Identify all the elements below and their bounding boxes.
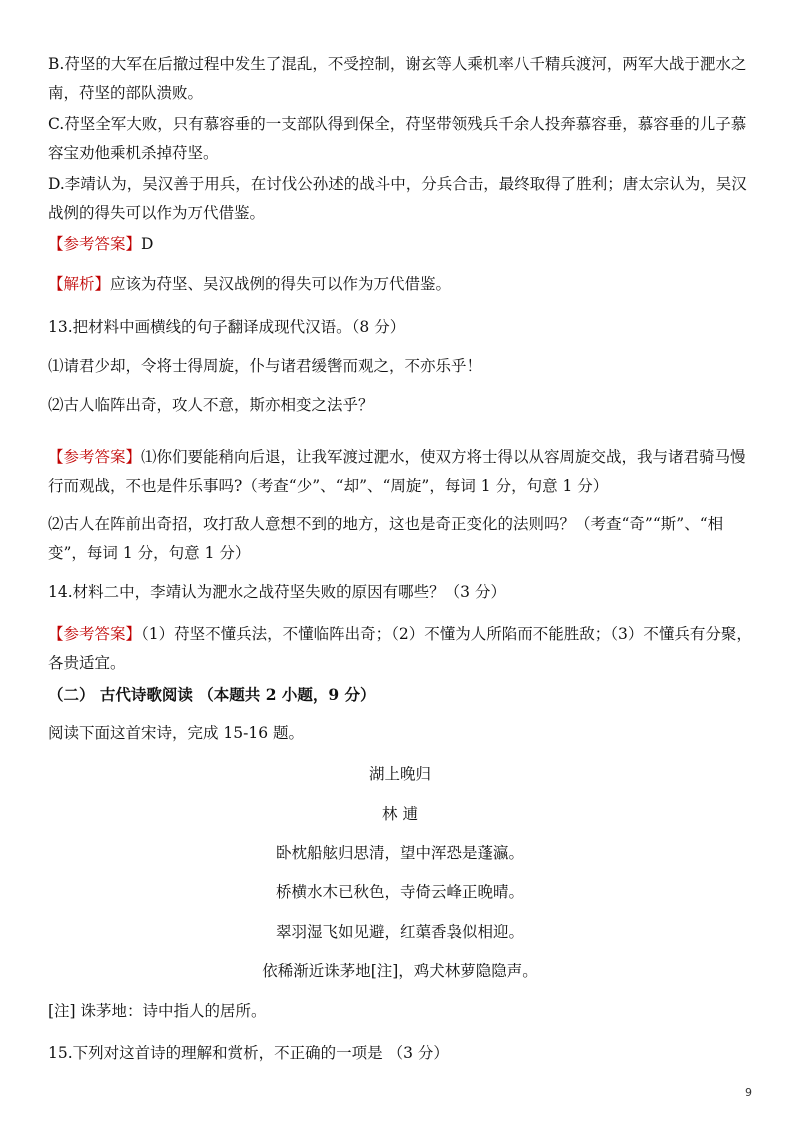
analysis-tag: 【解析】 — [48, 275, 111, 293]
q13-sentence-1: ⑴请君少却，令将士得周旋，仆与诸君缓辔而观之，不亦乐乎！ — [48, 357, 483, 375]
answer-tag: 【参考答案】 — [48, 448, 142, 466]
q15-question: 15.下列对这首诗的理解和赏析，不正确的一项是 （3 分） — [48, 1044, 449, 1062]
q13-sentence-2: ⑵古人临阵出奇，攻人不意，斯亦相变之法乎？ — [48, 396, 374, 414]
page-number: 9 — [745, 1086, 752, 1099]
answer-tag: 【参考答案】 — [48, 235, 142, 253]
q12-analysis — [48, 270, 760, 299]
q13-answer-1 — [48, 443, 760, 501]
answer-tag: 【参考答案】 — [48, 625, 142, 643]
section-intro: 阅读下面这首宋诗，完成 15-16 题。 — [48, 724, 305, 742]
q14-question: 14.材料二中，李靖认为淝水之战苻坚失败的原因有哪些？（3 分） — [48, 583, 506, 601]
poem-title: 湖上晚归 — [368, 765, 431, 783]
analysis-text: 应该为苻坚、吴汉战例的得失可以作为万代借鉴。 — [110, 275, 452, 293]
option-c: C.苻坚全军大败，只有慕容垂的一支部队得到保全，苻坚带领残兵千余人投奔慕容垂，慕容垂的儿子慕容宝劝他乘机杀掉苻坚。 — [48, 115, 747, 162]
q12-answer — [48, 230, 760, 259]
poem-line-1: 卧枕船舷归思清，望中浑恐是蓬瀛。 — [275, 844, 524, 862]
poem-line-4: 依稀渐近诛茅地[注]，鸡犬林萝隐隐声。 — [262, 962, 538, 980]
poem-line-3: 翠羽湿飞如见避，红蕖香袅似相迎。 — [275, 923, 524, 941]
option-d: D.李靖认为，吴汉善于用兵，在讨伐公孙述的战斗中，分兵合击，最终取得了胜利；唐太宗认为，吴汉战例的得失可以作为万代借鉴。 — [48, 175, 747, 222]
poem-line-2: 桥横水木已秋色，寺倚云峰正晚晴。 — [275, 883, 524, 901]
answer-text: D — [141, 235, 154, 253]
poem-author: 林 逋 — [382, 805, 418, 823]
answer-text: （1）苻坚不懂兵法，不懂临阵出奇；（2）不懂为人所陷而不能胜敌；（3）不懂兵有分聚，各贵适宜。 — [48, 625, 752, 672]
q13-question: 13.把材料中画横线的句子翻译成现代汉语。（8 分） — [48, 318, 406, 336]
q13-answer-2: ⑵古人在阵前出奇招，攻打敌人意想不到的地方，这也是奇正变化的法则吗？（考查“奇”“斯”、“相变”，每词 1 分，句意 1 分） — [48, 515, 724, 562]
answer-text: ⑴你们要能稍向后退，让我军渡过淝水，使双方将士得以从容周旋交战，我与诸君骑马慢行而观战，不也是件乐事吗?（考查“少”、“却”、“周旋”，每词 1 分，句意 1 分） — [48, 448, 746, 495]
section-heading: （二） 古代诗歌阅读 （本题共 2 小题，9 分） — [48, 685, 376, 704]
poem-note: [注] 诛茅地：诗中指人的居所。 — [48, 1002, 267, 1020]
option-b: B.苻坚的大军在后撤过程中发生了混乱，不受控制，谢玄等人乘机率八千精兵渡河，两军大战于淝水之南，苻坚的部队溃败。 — [48, 55, 747, 102]
q14-answer — [48, 620, 760, 678]
